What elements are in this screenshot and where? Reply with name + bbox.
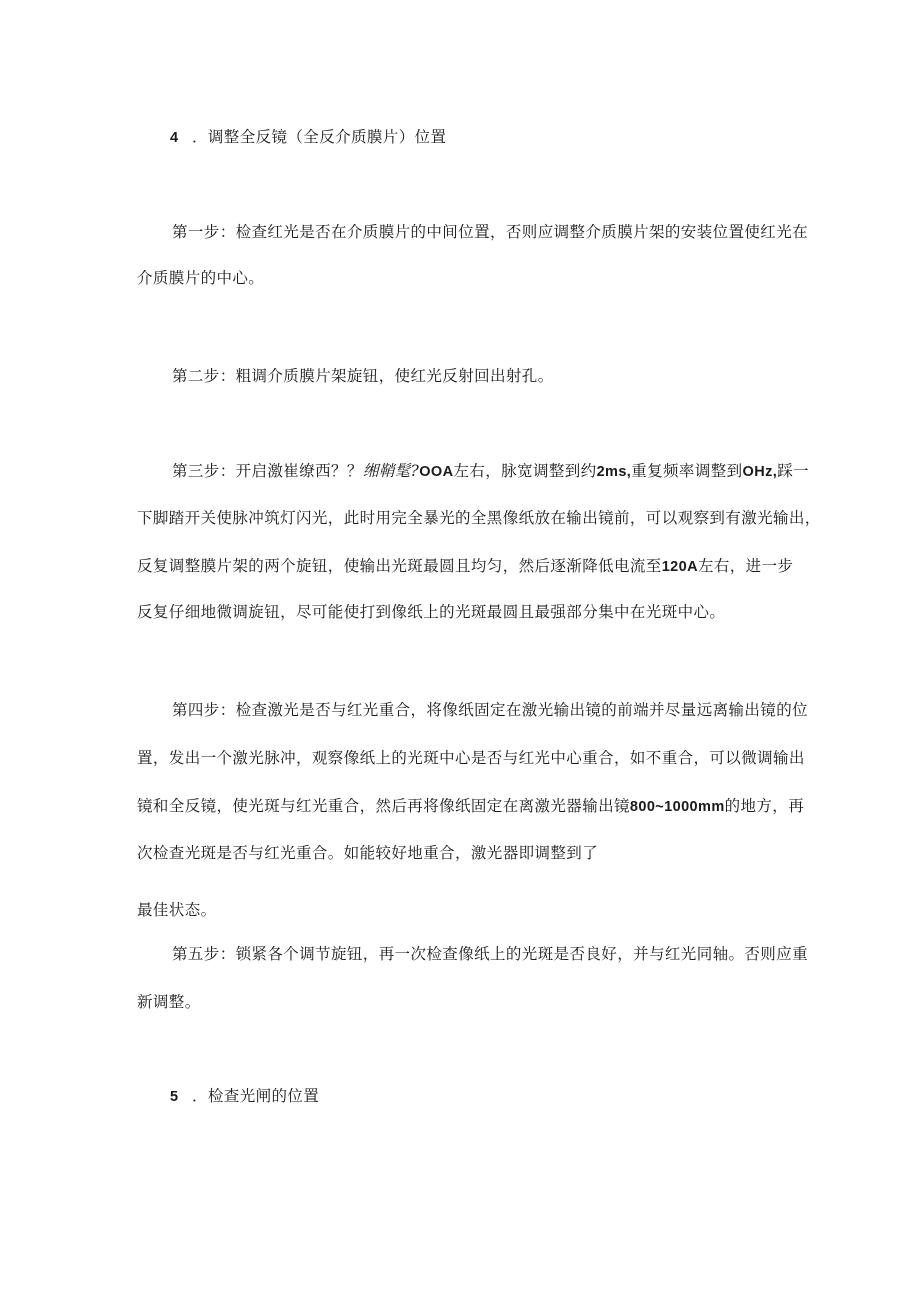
step3-line1-h: 踩一 [777,462,809,480]
step3-line1-garbled: 缃鞘髦? [362,462,420,480]
step3-line3-c: 左右，进一步 [697,557,794,575]
step4-line3-c: 的地方，再 [724,797,805,815]
step3-line4: 反复仔细地微调旋钮，尽可能使打到像纸上的光斑最圆且最强部分集中在光斑中心。 [137,603,726,621]
step4-line4: 次检查光斑是否与红光重合。如能较好地重合，激光器即调整到了 [137,844,599,862]
step3-current-value: OOA [419,464,454,480]
step1-line1: 第一步：检查红光是否在介质膜片的中间位置，否则应调整介质膜片架的安装位置使红光在 [172,223,809,241]
step5-line1: 第五步：锁紧各个调节旋钮，再一次检查像纸上的光斑是否良好，并与红光同轴。否则应重 [172,945,809,963]
section-4-heading [170,127,446,148]
step4-distance: 800~1000mm [629,799,725,815]
step3-line1 [172,461,809,482]
step3-line1-a: 第三步：开启激崔缭西？？ [172,462,363,480]
step3-frequency: OHz, [742,464,778,480]
step4-line3-a: 镜和全反镜，使光斑与红光重合，然后再将像纸固定在离激光器输出镜 [137,797,630,815]
step5-line2: 新调整。 [137,993,201,1011]
step3-line2: 下脚踏开关使脉冲筑灯闪光，此时用完全暴光的全黑像纸放在输出镜前，可以观察到有激光输出， [137,509,821,527]
step4-line3 [137,796,804,817]
section-5-heading [170,1086,319,1107]
section-5-number: 5 [170,1089,179,1105]
step3-current-120a: 120A [661,559,698,575]
section-4-title: ．调整全反镜（全反介质膜片）位置 [192,128,447,146]
step2-line1: 第二步：粗调介质膜片架旋钮，使红光反射回出射孔。 [172,367,554,385]
step3-line3-a: 反复调整膜片架的两个旋钮，使输出光斑最圆且均匀，然后逐渐降低电流至 [137,557,662,575]
step4-line2: 置，发出一个激光脉冲，观察像纸上的光斑中心是否与红光中心重合，如不重合，可以微调输出 [137,749,805,767]
section-5-title: ．检查光闸的位置 [192,1087,320,1105]
step3-line3 [137,556,793,577]
section-4-number: 4 [170,130,179,146]
step1-line2: 介质膜片的中心。 [137,269,265,287]
step4-line5: 最佳状态。 [137,901,217,919]
step3-pulse-width: 2ms, [596,464,632,480]
step3-line1-d: 左右，脉宽调整到约 [453,462,597,480]
step3-line1-f: 重复频率调整到 [631,462,743,480]
step4-line1: 第四步：检查激光是否与红光重合，将像纸固定在激光输出镜的前端并尽量远离输出镜的位 [172,701,809,719]
